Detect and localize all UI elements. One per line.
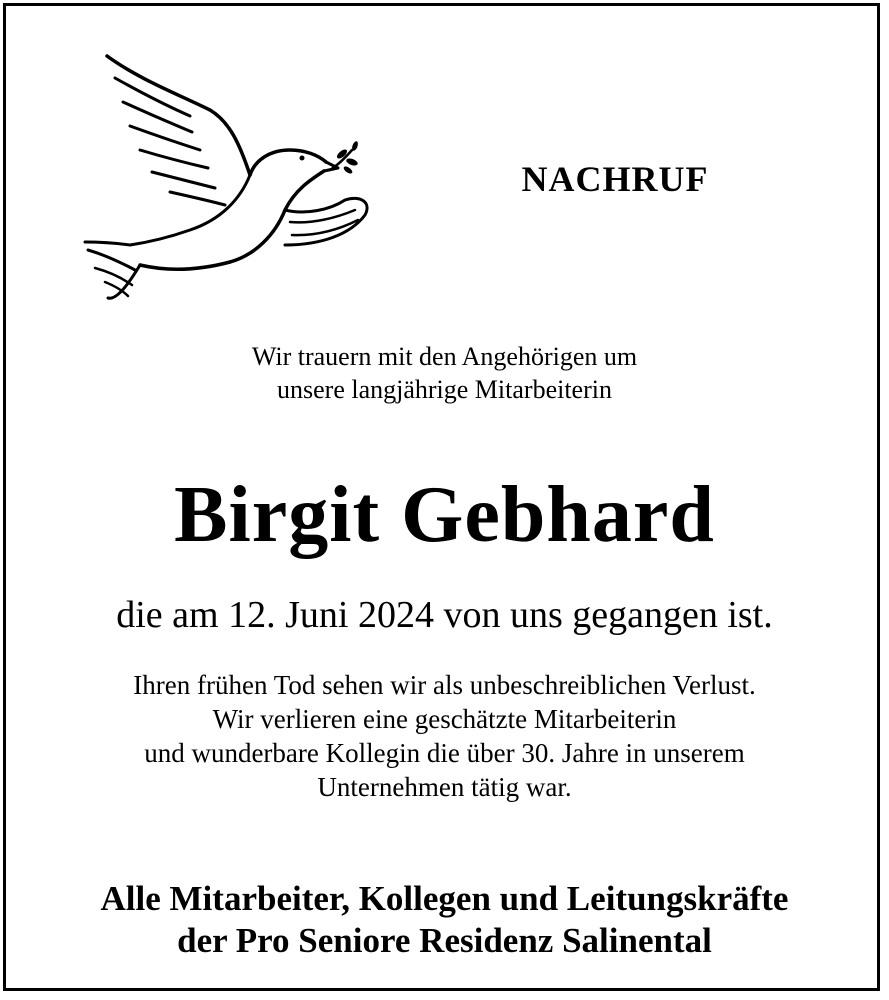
notice-heading: NACHRUF	[521, 159, 709, 199]
tribute-line-1: Ihren frühen Tod sehen wir als unbeschreiblichen Verlust.	[133, 670, 756, 700]
intro-line-2: unsere langjährige Mitarbeiterin	[277, 375, 612, 404]
signature-block	[0, 878, 889, 962]
tribute-line-2: Wir verlieren eine geschätzte Mitarbeiterin	[212, 704, 677, 734]
intro-line-1: Wir trauern mit den Angehörigen um	[251, 342, 638, 371]
signature-line-1: Alle Mitarbeiter, Kollegen und Leitungskräfte	[100, 879, 789, 918]
tribute-text	[0, 668, 889, 804]
tribute-line-3: und wunderbare Kollegin die über 30. Jahre in unserem	[144, 738, 745, 768]
signature-line-2: der Pro Seniore Residenz Salinental	[177, 921, 712, 960]
tribute-line-4: Unternehmen tätig war.	[317, 772, 572, 802]
dove-with-olive-branch-icon	[80, 50, 380, 305]
intro-text	[0, 340, 889, 406]
deceased-name: Birgit Gebhard	[174, 471, 715, 559]
date-of-death-line: die am 12. Juni 2024 von uns gegangen ist.	[116, 594, 773, 636]
